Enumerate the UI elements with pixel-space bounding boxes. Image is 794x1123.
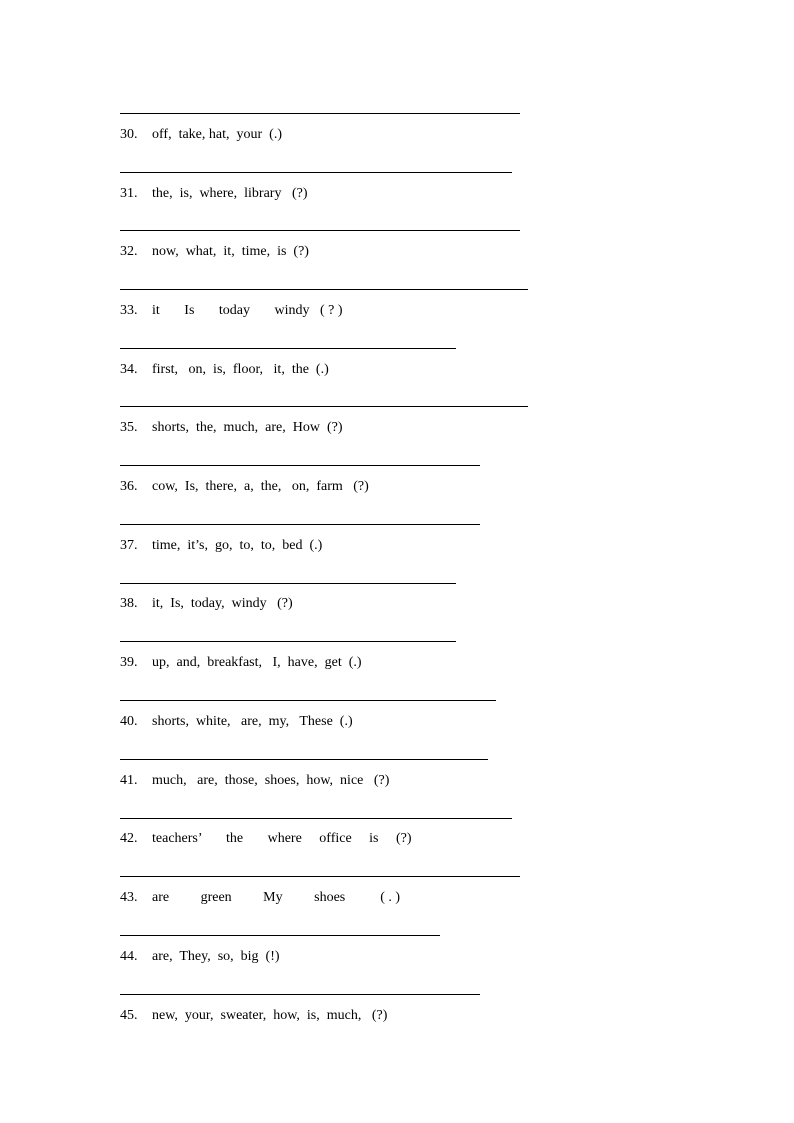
- question-words: the, is, where, library (?): [152, 186, 308, 201]
- question-35: [120, 419, 343, 437]
- question-number: 31.: [120, 186, 138, 201]
- question-number: 41.: [120, 773, 138, 788]
- question-words: much, are, those, shoes, how, nice (?): [152, 773, 390, 788]
- question-words: first, on, is, floor, it, the (.): [152, 362, 329, 377]
- question-44: [120, 948, 280, 966]
- answer-line: [120, 876, 520, 877]
- question-36: [120, 478, 369, 496]
- answer-line: [120, 172, 512, 173]
- question-words: are, They, so, big (!): [152, 949, 280, 964]
- question-number: 42.: [120, 831, 138, 846]
- question-41: [120, 772, 389, 790]
- answer-line: [120, 935, 440, 936]
- question-words: are green My shoes ( . ): [152, 890, 401, 905]
- question-number: 34.: [120, 362, 138, 377]
- question-words: it, Is, today, windy (?): [152, 596, 293, 611]
- question-34: [120, 361, 329, 379]
- answer-line: [120, 700, 496, 701]
- question-43: [120, 889, 400, 907]
- answer-line: [120, 348, 456, 349]
- answer-line: [120, 641, 456, 642]
- question-42: [120, 830, 412, 848]
- answer-line: [120, 583, 456, 584]
- question-number: 36.: [120, 479, 138, 494]
- question-38: [120, 595, 293, 613]
- answer-line: [120, 524, 480, 525]
- question-words: now, what, it, time, is (?): [152, 244, 309, 259]
- question-number: 30.: [120, 127, 138, 142]
- question-number: 35.: [120, 420, 138, 435]
- question-words: up, and, breakfast, I, have, get (.): [152, 655, 362, 670]
- question-number: 43.: [120, 890, 138, 905]
- answer-line: [120, 230, 520, 231]
- question-number: 40.: [120, 714, 138, 729]
- question-37: [120, 537, 322, 555]
- question-number: 38.: [120, 596, 138, 611]
- question-45: [120, 1007, 387, 1025]
- question-words: shorts, white, are, my, These (.): [152, 714, 353, 729]
- answer-line: [120, 994, 480, 995]
- question-30: [120, 126, 282, 144]
- answer-line: [120, 818, 512, 819]
- question-words: time, it’s, go, to, to, bed (.): [152, 538, 323, 553]
- answer-line: [120, 113, 520, 114]
- question-40: [120, 713, 353, 731]
- question-number: 33.: [120, 303, 138, 318]
- question-words: shorts, the, much, are, How (?): [152, 420, 343, 435]
- answer-line: [120, 289, 528, 290]
- question-words: it Is today windy ( ? ): [152, 303, 343, 318]
- answer-line: [120, 406, 528, 407]
- question-number: 45.: [120, 1008, 138, 1023]
- question-words: cow, Is, there, a, the, on, farm (?): [152, 479, 369, 494]
- answer-line: [120, 759, 488, 760]
- question-39: [120, 654, 362, 672]
- question-number: 32.: [120, 244, 138, 259]
- question-number: 39.: [120, 655, 138, 670]
- question-words: new, your, sweater, how, is, much, (?): [152, 1008, 388, 1023]
- question-number: 37.: [120, 538, 138, 553]
- answer-line: [120, 465, 480, 466]
- question-words: teachers’ the where office is (?): [152, 831, 412, 846]
- question-33: [120, 302, 343, 320]
- question-number: 44.: [120, 949, 138, 964]
- question-31: [120, 185, 308, 203]
- question-words: off, take, hat, your (.): [152, 127, 282, 142]
- question-32: [120, 243, 309, 261]
